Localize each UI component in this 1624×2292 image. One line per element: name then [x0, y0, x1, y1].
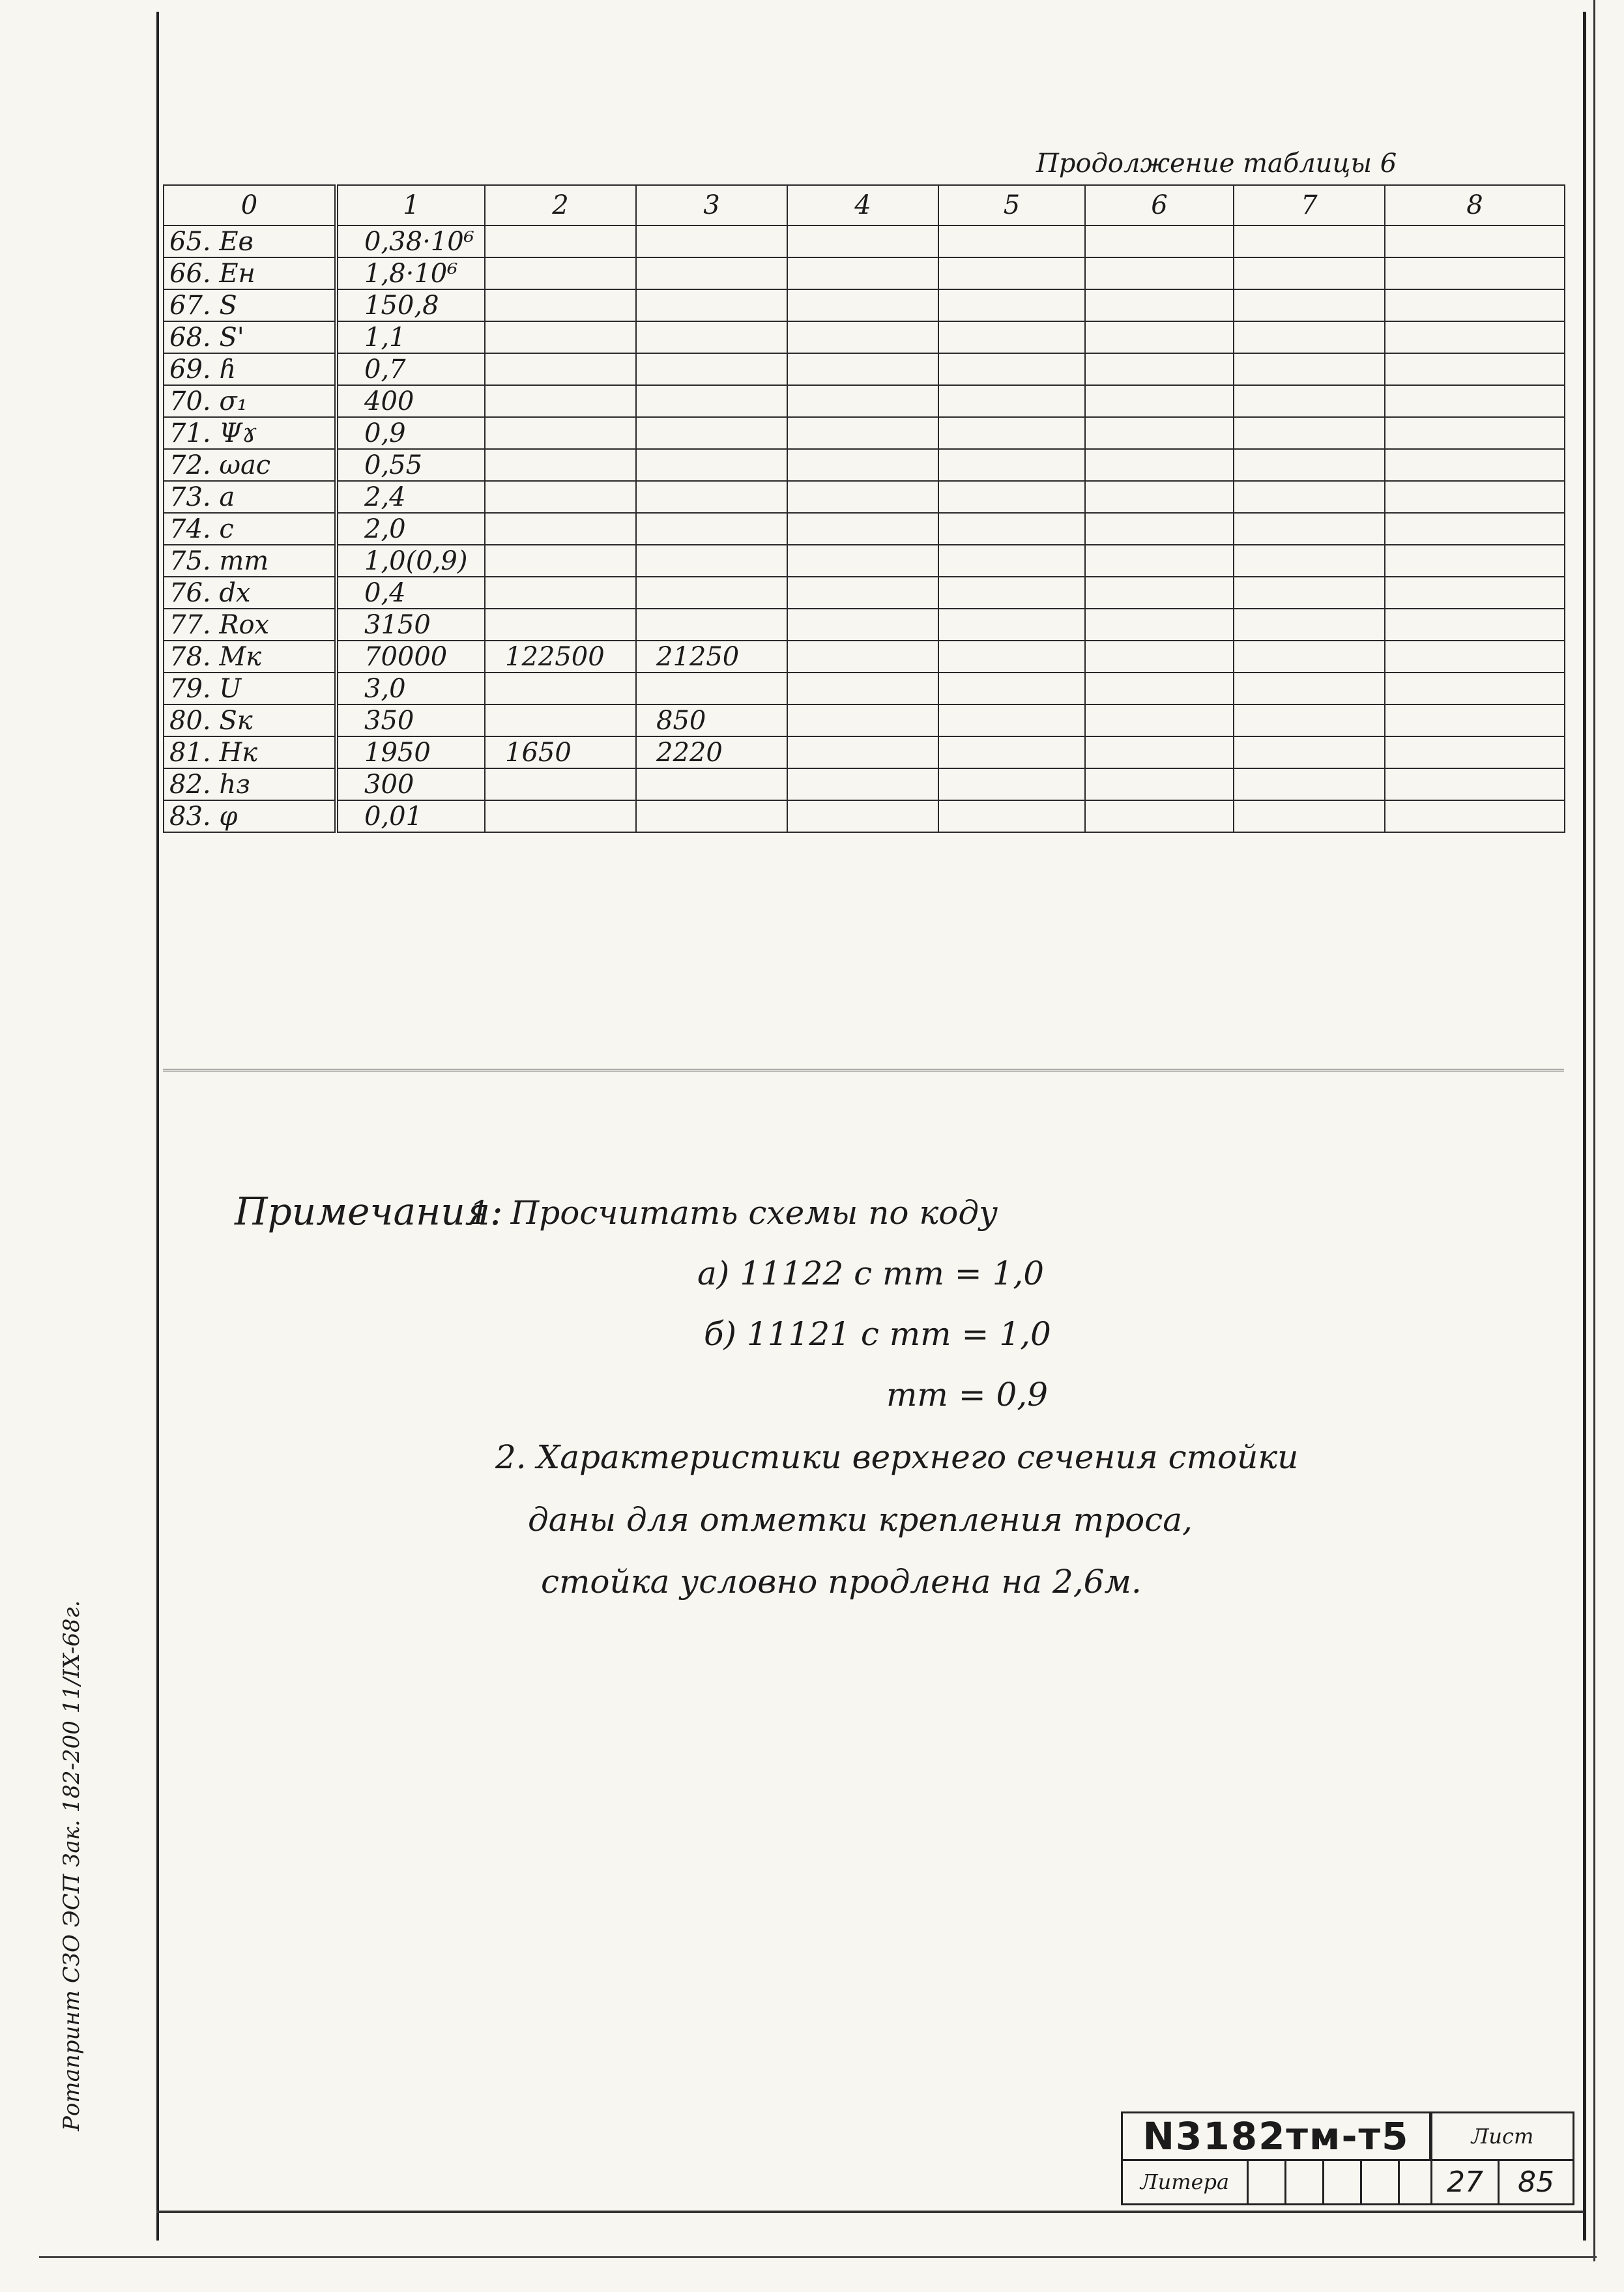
table-cell [938, 417, 1085, 449]
table-cell [1085, 257, 1234, 289]
table-cell [485, 513, 636, 545]
table-cell [636, 257, 787, 289]
table-cell [938, 449, 1085, 481]
parameter-label: 74. c [164, 513, 336, 545]
table-cell [787, 545, 938, 577]
table-cell [636, 417, 787, 449]
parameter-label: 69. ɦ [164, 353, 336, 385]
table-cell: 850 [636, 704, 787, 736]
table-cell [787, 768, 938, 800]
table-cell [787, 257, 938, 289]
table-cell [1234, 609, 1385, 641]
table-header-row [164, 185, 1565, 225]
table-cell [1385, 609, 1565, 641]
drawing-frame-bottom [156, 2211, 1584, 2213]
table-row [164, 545, 1565, 577]
parameter-label: 72. ωас [164, 449, 336, 481]
table-cell [1085, 577, 1234, 609]
table-row [164, 768, 1565, 800]
column-header-5: 5 [938, 185, 1085, 225]
sheet-label: Лист [1430, 2111, 1574, 2161]
table-cell: 2,0 [336, 513, 485, 545]
table-cell [938, 257, 1085, 289]
table-cell [1234, 417, 1385, 449]
table-cell: 0,9 [336, 417, 485, 449]
table-cell [636, 513, 787, 545]
table-cell: 2220 [636, 736, 787, 768]
table-cell [938, 641, 1085, 673]
parameter-label: 83. φ [164, 800, 336, 832]
table-cell [787, 289, 938, 321]
parameter-label: 65. Ев [164, 225, 336, 257]
table-row [164, 641, 1565, 673]
table-cell [1234, 736, 1385, 768]
table-cell [787, 513, 938, 545]
table-cell [1085, 641, 1234, 673]
table-cell [938, 321, 1085, 353]
parameter-label: 82. hз [164, 768, 336, 800]
table-cell [485, 417, 636, 449]
liter-cell [1360, 2159, 1400, 2205]
parameter-label: 75. mт [164, 545, 336, 577]
table-cell [1234, 641, 1385, 673]
table-cell [636, 385, 787, 417]
column-header-4: 4 [787, 185, 938, 225]
column-header-3: 3 [636, 185, 787, 225]
table-cell: 0,4 [336, 577, 485, 609]
table-cell [1234, 449, 1385, 481]
table-cell [787, 353, 938, 385]
table-cell [1234, 385, 1385, 417]
table-cell [787, 704, 938, 736]
table-row [164, 800, 1565, 832]
table-cell [636, 768, 787, 800]
table-row [164, 321, 1565, 353]
liter-cell [1284, 2159, 1324, 2205]
table-cell [787, 385, 938, 417]
notes-title: Примечания: [235, 1189, 503, 1234]
table-cell [938, 609, 1085, 641]
table-cell: 300 [336, 768, 485, 800]
table-cell [1385, 289, 1565, 321]
table-row [164, 385, 1565, 417]
table-cell [1234, 225, 1385, 257]
table-cell [485, 481, 636, 513]
table-cell [938, 225, 1085, 257]
table-cell [1085, 736, 1234, 768]
table-cell [485, 289, 636, 321]
table-cell: 350 [336, 704, 485, 736]
note-2-cont2: стойка условно продлена на 2,6м. [541, 1563, 1142, 1601]
table-cell [1085, 513, 1234, 545]
table-row [164, 225, 1565, 257]
table-row [164, 736, 1565, 768]
table-cell [1085, 289, 1234, 321]
table-cell [485, 768, 636, 800]
table-cell [938, 577, 1085, 609]
table-cell: 1,1 [336, 321, 485, 353]
table-cell [1085, 353, 1234, 385]
drawing-code: N3182тм-т5 [1121, 2111, 1431, 2161]
table-cell [636, 449, 787, 481]
table-cell [1085, 545, 1234, 577]
table-cell [787, 673, 938, 704]
table-row [164, 577, 1565, 609]
table-cell [485, 385, 636, 417]
table-cell [485, 800, 636, 832]
table-cell [1385, 673, 1565, 704]
table-cell [1085, 449, 1234, 481]
parameter-label: 77. Rox [164, 609, 336, 641]
table-row [164, 353, 1565, 385]
table-cell [787, 800, 938, 832]
sheet-number: 27 [1430, 2159, 1500, 2205]
liter-cell [1398, 2159, 1432, 2205]
table-cell [1085, 768, 1234, 800]
parameter-label: 78. Mк [164, 641, 336, 673]
table-cell [938, 800, 1085, 832]
table-cell: 122500 [485, 641, 636, 673]
table-cell [1234, 800, 1385, 832]
parameter-label: 70. σ₁ [164, 385, 336, 417]
parameter-table [163, 184, 1565, 833]
table-cell [787, 321, 938, 353]
table-cell [1234, 513, 1385, 545]
table-cell [1085, 225, 1234, 257]
table-cell [1085, 800, 1234, 832]
table-cell [938, 353, 1085, 385]
table-cell [636, 353, 787, 385]
column-header-0: 0 [164, 185, 336, 225]
table-cell: 150,8 [336, 289, 485, 321]
table-cell [636, 321, 787, 353]
column-header-6: 6 [1085, 185, 1234, 225]
table-cell [938, 545, 1085, 577]
table-cell [485, 673, 636, 704]
table-cell [1234, 673, 1385, 704]
table-cell [1385, 545, 1565, 577]
table-cell [938, 768, 1085, 800]
column-header-7: 7 [1234, 185, 1385, 225]
liter-cell [1322, 2159, 1362, 2205]
table-row [164, 417, 1565, 449]
parameter-label: 79. U [164, 673, 336, 704]
note-1b-alt: mт = 0,9 [886, 1376, 1049, 1414]
table-cell [787, 417, 938, 449]
table-cell [636, 800, 787, 832]
liter-cell [1247, 2159, 1286, 2205]
table-cell [1385, 321, 1565, 353]
table-row [164, 481, 1565, 513]
table-cell [636, 481, 787, 513]
table-cell: 3150 [336, 609, 485, 641]
table-caption: Продолжение таблицы 6 [1036, 149, 1397, 179]
note-2-cont1: даны для отметки крепления троса, [528, 1501, 1193, 1539]
table-cell: 0,38·10⁶ [336, 225, 485, 257]
table-cell: 400 [336, 385, 485, 417]
table-cell [485, 449, 636, 481]
table-cell [787, 481, 938, 513]
table-bottom-rule [163, 1069, 1564, 1071]
table-cell [1234, 704, 1385, 736]
note-1a: а) 11122 с mт = 1,0 [697, 1255, 1045, 1292]
table-row [164, 289, 1565, 321]
parameter-label: 67. S [164, 289, 336, 321]
parameter-label: 66. Ен [164, 257, 336, 289]
table-row [164, 449, 1565, 481]
column-header-1: 1 [336, 185, 485, 225]
table-cell [1234, 481, 1385, 513]
table-cell [787, 609, 938, 641]
title-stamp [1121, 2111, 1574, 2203]
table-cell [1385, 225, 1565, 257]
table-cell [485, 577, 636, 609]
table-cell [485, 225, 636, 257]
liter-label: Литера [1121, 2159, 1249, 2205]
table-cell [636, 609, 787, 641]
parameter-label: 71. Ψɤ [164, 417, 336, 449]
table-cell [938, 736, 1085, 768]
table-body [164, 225, 1565, 832]
table-cell [1385, 577, 1565, 609]
table-cell [1085, 704, 1234, 736]
table-cell [485, 609, 636, 641]
table-cell [485, 353, 636, 385]
outer-border-right [1593, 0, 1595, 2261]
parameter-label: 81. Hк [164, 736, 336, 768]
table-cell [485, 257, 636, 289]
column-header-8: 8 [1385, 185, 1565, 225]
table-cell [1234, 321, 1385, 353]
note-1b: б) 11121 с mт = 1,0 [704, 1315, 1051, 1353]
table-cell [1385, 704, 1565, 736]
table-cell [938, 481, 1085, 513]
table-cell [938, 385, 1085, 417]
table-cell [787, 225, 938, 257]
table-cell [1385, 736, 1565, 768]
table-row [164, 513, 1565, 545]
table-cell: 0,55 [336, 449, 485, 481]
table-cell [787, 449, 938, 481]
table-row [164, 257, 1565, 289]
table-cell [636, 673, 787, 704]
table-cell [1234, 257, 1385, 289]
column-header-2: 2 [485, 185, 636, 225]
table-cell: 3,0 [336, 673, 485, 704]
table-cell: 0,7 [336, 353, 485, 385]
table-cell: 70000 [336, 641, 485, 673]
table-cell [1234, 289, 1385, 321]
table-cell [1234, 545, 1385, 577]
table-cell [636, 225, 787, 257]
table-row [164, 673, 1565, 704]
table-cell: 0,01 [336, 800, 485, 832]
note-1: 1. Просчитать схемы по коду [469, 1194, 998, 1232]
table-cell [787, 736, 938, 768]
table-cell: 1,8·10⁶ [336, 257, 485, 289]
note-2: 2. Характеристики верхнего сечения стойки [495, 1438, 1299, 1476]
table-cell [1085, 321, 1234, 353]
table-cell [1385, 417, 1565, 449]
parameter-label: 76. dx [164, 577, 336, 609]
table-cell [636, 577, 787, 609]
table-cell [787, 577, 938, 609]
table-cell [787, 641, 938, 673]
table-cell [1085, 609, 1234, 641]
parameter-label: 80. Sк [164, 704, 336, 736]
table-cell [1385, 513, 1565, 545]
table-cell [1234, 353, 1385, 385]
parameter-label: 73. a [164, 481, 336, 513]
table-cell: 1,0(0,9) [336, 545, 485, 577]
table-cell [1085, 417, 1234, 449]
table-cell [1385, 385, 1565, 417]
table-cell [938, 289, 1085, 321]
table-cell [1385, 353, 1565, 385]
table-cell [485, 321, 636, 353]
table-cell [1085, 385, 1234, 417]
table-cell [1385, 641, 1565, 673]
table-cell: 21250 [636, 641, 787, 673]
table-cell [938, 513, 1085, 545]
sheet-total: 85 [1498, 2159, 1574, 2205]
table-cell [485, 545, 636, 577]
table-cell: 2,4 [336, 481, 485, 513]
table-cell [1385, 449, 1565, 481]
parameter-label: 68. S' [164, 321, 336, 353]
table-cell [938, 704, 1085, 736]
table-cell: 1950 [336, 736, 485, 768]
table-cell [1385, 800, 1565, 832]
print-margin-note: Ротапринт СЗО ЭСП Зак. 182-200 11/IX-68г. [59, 1600, 85, 2131]
table-cell: 1650 [485, 736, 636, 768]
table-cell [1385, 768, 1565, 800]
table-cell [485, 704, 636, 736]
table-row [164, 704, 1565, 736]
table-cell [1234, 577, 1385, 609]
table-cell [636, 545, 787, 577]
table-cell [1385, 481, 1565, 513]
outer-border-bottom [39, 2256, 1597, 2258]
table-cell [938, 673, 1085, 704]
table-cell [1085, 481, 1234, 513]
table-row [164, 609, 1565, 641]
table-cell [1085, 673, 1234, 704]
table-cell [1385, 257, 1565, 289]
table-cell [1234, 768, 1385, 800]
table-cell [636, 289, 787, 321]
